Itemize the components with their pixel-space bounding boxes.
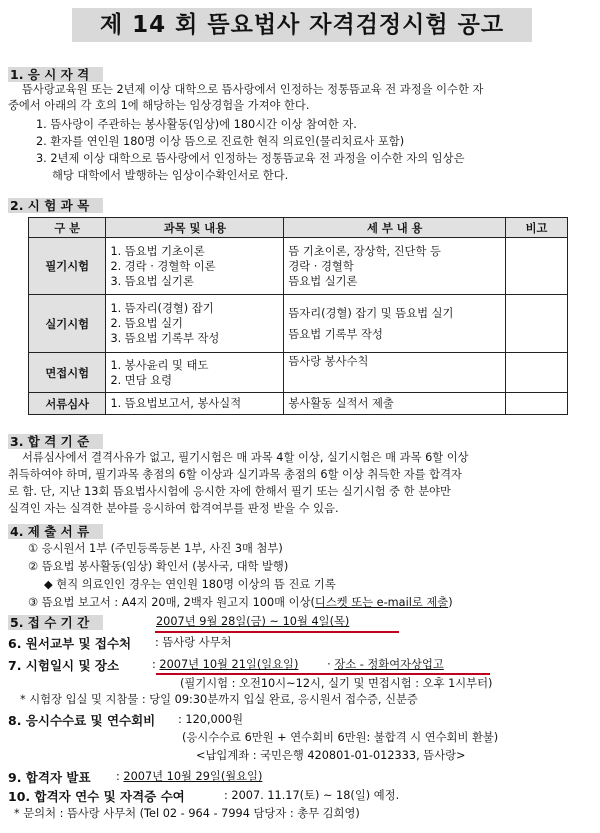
- s4-doc-3: ③ 뜸요법 보고서 : A4지 20매, 2백자 원고지 100매 이상(디스켓 또는 e-mail로 제출): [28, 596, 453, 609]
- s8-sub-2: <납입계좌 : 국민은행 420801-01-012333, 뜸사랑>: [196, 749, 466, 762]
- row-category: 실기시험: [29, 295, 106, 353]
- row-category: 면접시험: [29, 353, 106, 393]
- table-row: [29, 295, 568, 353]
- period-red-underline: [155, 631, 399, 633]
- s1-item-2: 2. 환자를 연인원 180명 이상 뜸으로 진료한 현직 의료인(물리치료사 포함): [36, 135, 405, 148]
- application-period: 2007년 9월 28일(금) ~ 10월 4일(목): [156, 615, 350, 628]
- row-remarks: [506, 393, 568, 415]
- application-office: : 뜸사랑 사무처: [155, 636, 232, 649]
- s3-line-1: 서류심사에서 결격사유가 없고, 필기시험은 매 과목 4할 이상, 실기시험은 매 과목 6할 이상: [22, 451, 469, 464]
- s1-intro-line1: 뜸사랑교육원 또는 2년제 이상 대학으로 뜸사랑에서 인정하는 정통뜸교육 전 과정을 이수한 자: [22, 83, 484, 96]
- page-title: 제 14 회 뜸요법사 자격검정시험 공고: [72, 8, 532, 42]
- row-details: 뜸사랑 봉사수칙: [284, 353, 506, 393]
- exam-fee: : 120,000원: [178, 713, 244, 726]
- row-category: 필기시험: [29, 238, 106, 295]
- s1-item-1: 1. 뜸사랑이 주관하는 봉사활동(임상)에 180시간 이상 참여한 자.: [36, 118, 357, 131]
- table-row: [29, 238, 568, 295]
- section-5-heading: 5. 접 수 기 간: [8, 613, 103, 631]
- table-row: [29, 393, 568, 415]
- s4-doc-3-submission: 디스켓 또는 e-mail로 제출: [314, 596, 449, 609]
- header-details: 세 부 내 용: [284, 218, 506, 238]
- s1-item-3b: 해당 대학에서 발행하는 임상이수확인서로 한다.: [52, 169, 289, 182]
- row-details: 뜸 기초이론, 장상학, 진단학 등 경락 · 경혈학 뜸요법 실기론: [284, 238, 506, 295]
- exam-datetime: : 2007년 10월 21일(일요일) · 장소 - 정화여자상업고: [152, 658, 444, 671]
- exam-red-underline: [156, 673, 490, 675]
- s1-intro-line2: 중에서 아래의 각 호의 1에 해당하는 임상경험을 가져야 한다.: [8, 99, 310, 112]
- section-3-heading: 3. 합 격 기 준: [8, 432, 103, 450]
- row-subjects: 1. 봉사윤리 및 태도 2. 면담 요령: [106, 353, 284, 393]
- exam-subjects-table: [28, 217, 568, 415]
- section-9-heading: 9. 합격자 발표: [8, 770, 91, 785]
- header-category: 구 분: [29, 218, 106, 238]
- s3-line-3: 로 함. 단, 지난 13회 뜸요법사시험에 응시한 자에 한해서 필기 또는 실기시험 중 한 분야만: [8, 485, 451, 498]
- section-2-heading: 2. 시 험 과 목: [8, 196, 103, 214]
- table-row: [29, 353, 568, 393]
- s3-line-2: 취득하여야 하며, 필기과목 총점의 6할 이상과 실기과목 총점의 6할 이상 취득한 자를 합격자: [8, 468, 462, 481]
- section-6-heading: 6. 원서교부 및 접수처: [8, 636, 132, 651]
- row-remarks: [506, 353, 568, 393]
- row-remarks: [506, 295, 568, 353]
- row-subjects: 1. 뜸자리(경혈) 잡기 2. 뜸요법 실기 3. 뜸요법 기록부 작성: [106, 295, 284, 353]
- s3-line-4: 실격인 자는 실격한 분야를 응시하여 합격여부를 판정 받을 수 있음.: [8, 502, 339, 515]
- s1-item-3a: 3. 2년제 이상 대학으로 뜸사랑에서 인정하는 정통뜸교육 전 과정을 이수한 자의 임상은: [36, 152, 465, 165]
- row-subjects: 1. 뜸요법 기초이론 2. 경락 · 경혈학 이론 3. 뜸요법 실기론: [106, 238, 284, 295]
- row-remarks: [506, 238, 568, 295]
- row-details: 뜸자리(경혈) 잡기 및 뜸요법 실기 뜸요법 기록부 작성: [284, 295, 506, 353]
- s8-sub-1: (응시수수료 6만원 + 연수회비 6만원: 불합격 시 연수회비 환불): [182, 731, 499, 744]
- s7-sub-2: * 시험장 입실 및 지참물 : 당일 09:30분까지 입실 완료, 응시원서 접수증, 신분증: [20, 693, 418, 706]
- s4-doc-1: ① 응시원서 1부 (주민등록등본 1부, 사진 3매 첨부): [28, 542, 283, 555]
- section-4-heading: 4. 제 출 서 류: [8, 522, 103, 540]
- s4-doc-2-note: ◆ 현직 의료인인 경우는 연인원 180명 이상의 뜸 진료 기록: [44, 578, 336, 591]
- row-category: 서류심사: [29, 393, 106, 415]
- row-details: 봉사활동 실적서 제출: [284, 393, 506, 415]
- s4-doc-2: ② 뜸요법 봉사활동(임상) 확인서 (봉사국, 대학 발행): [28, 560, 289, 573]
- s7-sub-1: (필기시험 : 오전10시~12시, 실기 및 면접시험 : 오후 1시부터): [180, 677, 493, 690]
- header-remarks: 비고: [506, 218, 568, 238]
- header-subjects: 과목 및 내용: [106, 218, 284, 238]
- table-header-row: [29, 218, 568, 238]
- training-date: : 2007. 11.17(토) ~ 18(일) 예정.: [224, 789, 400, 802]
- row-subjects: 1. 뜸요법보고서, 봉사실적: [106, 393, 284, 415]
- section-8-heading: 8. 응시수수료 및 연수회비: [8, 713, 156, 728]
- section-1-heading: 1. 응 시 자 격: [8, 65, 103, 83]
- section-10-heading: 10. 합격자 연수 및 자격증 수여: [8, 789, 185, 804]
- contact-info: * 문의처 : 뜸사랑 사무처 (Tel 02 - 964 - 7994 담당자 : 총무 김희영): [14, 807, 360, 820]
- section-7-heading: 7. 시험일시 및 장소: [8, 658, 120, 673]
- announcement-date: : 2007년 10월 29일(월요일): [116, 770, 263, 783]
